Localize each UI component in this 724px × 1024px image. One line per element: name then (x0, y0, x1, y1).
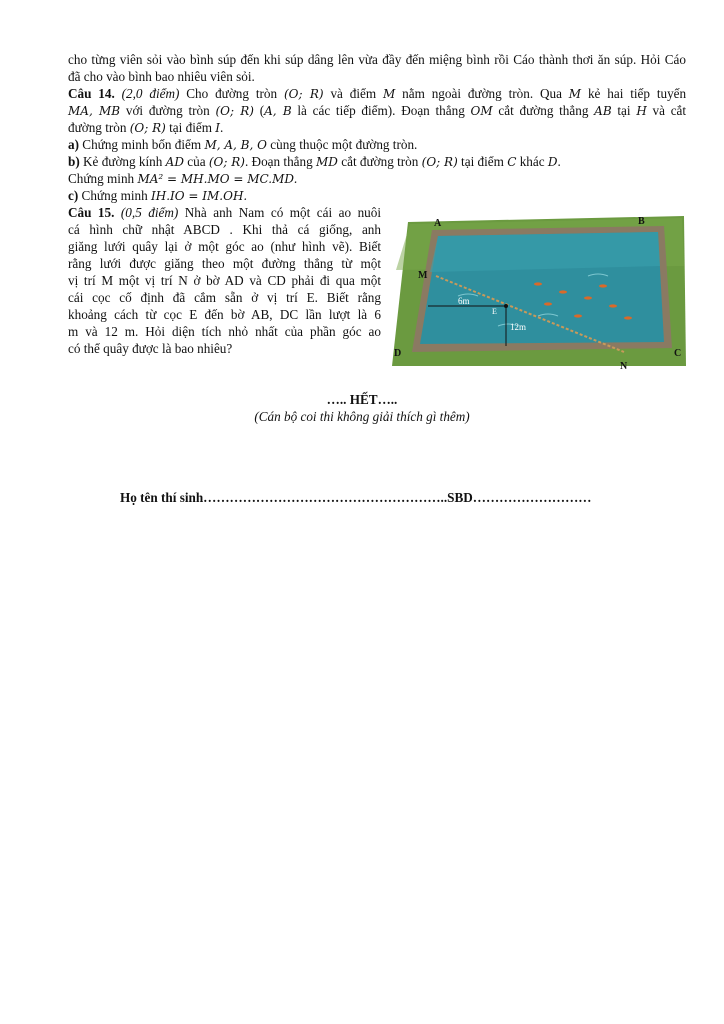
label-d: D (394, 348, 402, 359)
q14-part-b-2: Chứng minh MA² = MH.MO = MC.MD. (68, 171, 298, 186)
q15-line-4: rằng lưới được giăng theo một đường thẳng từ một (68, 256, 381, 271)
q14-part-b: b) Kẻ đường kính AD của (O; R). Đoạn thẳng MD cắt đường tròn (O; R) tại điểm C khác D. (68, 154, 561, 169)
q14-line-3: đường tròn (O; R) tại điểm I. (68, 120, 224, 135)
q14-line-2: MA, MB với đường tròn (O; R) (A, B là các tiếp điểm). Đoạn thẳng OM cắt đường thẳng AB tại H và cắt (68, 103, 687, 118)
q15-line-5: vị trí M một vị trí N ở bờ AD và CD phải đi qua một (68, 273, 381, 288)
label-6m: 6m (458, 296, 470, 306)
label-m: M (418, 270, 428, 281)
q15-line-8: m và 12 m. Hỏi diện tích nhỏ nhất của phần góc ao (68, 324, 381, 339)
q15-label: Câu 15. (68, 205, 115, 220)
end-note: (Cán bộ coi thi không giải thích gì thêm) (254, 409, 470, 424)
intro-line-1: cho từng viên sỏi vào bình súp đến khi súp dâng lên vừa đầy đến miệng bình rồi Cáo thành thơi ăn súp. Hỏi Cáo (68, 52, 686, 67)
q15-line-6: cái cọc cố định đã cắm sẵn ở vị trí E. Biết rằng (68, 290, 381, 305)
end-marker: ….. HẾT….. (326, 392, 398, 407)
q15-points: (0,5 điểm) (120, 205, 179, 220)
candidate-footer: Họ tên thí sinh………………………………………………..SBD……………………… (120, 490, 592, 505)
intro-line-2: đã cho vào bình bao nhiêu viên sỏi. (68, 69, 255, 84)
label-a: A (434, 218, 442, 229)
q15-line-2: cá hình chữ nhật ABCD . Khi thả cá giống, anh (68, 222, 381, 237)
q15-line-9: có thể quây được là bao nhiêu? (68, 341, 233, 356)
q15-line-1: Câu 15. (0,5 điểm) Nhà anh Nam có một cái ao nuôi (68, 205, 382, 220)
label-b: B (638, 216, 645, 227)
q14-line-1: Câu 14. (2,0 điểm) Cho đường tròn (O; R) và điểm M nằm ngoài đường tròn. Qua M kẻ hai tiếp tuyến (68, 86, 687, 101)
q15-line-7: khoảng cách từ cọc E đến bờ AB, DC lần lượt là 6 (68, 307, 381, 322)
q14-part-a: a) Chứng minh bốn điểm M, A, B, O cùng thuộc một đường tròn. (68, 137, 418, 152)
q14-points: (2,0 điểm) (121, 86, 180, 101)
label-12m: 12m (510, 322, 527, 332)
q14-label: Câu 14. (68, 86, 115, 101)
label-c: C (674, 348, 682, 359)
label-n: N (620, 361, 628, 372)
stake-e (504, 304, 508, 308)
pond-figure (388, 206, 688, 372)
q14-part-c: c) Chứng minh IH.IO = IM.OH. (68, 188, 248, 203)
q15-line-3: giăng lưới quây lại ở một góc ao (như hình vẽ). Biết (68, 239, 381, 254)
label-e: E (492, 307, 497, 316)
